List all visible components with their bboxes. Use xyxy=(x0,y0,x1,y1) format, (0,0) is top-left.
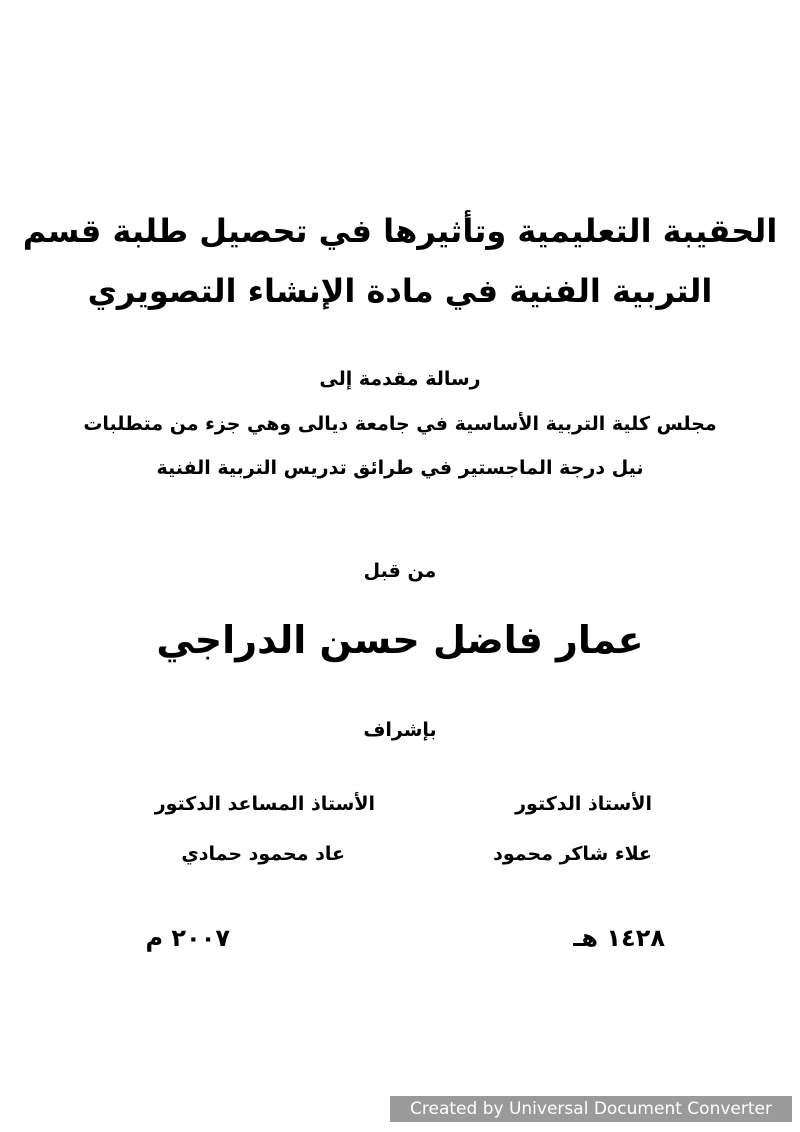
thesis-title-line-1: الحقيبة التعليمية وتأثيرها في تحصيل طلبة قسم xyxy=(22,212,778,250)
supervision-label: بإشراف xyxy=(363,719,437,741)
supervisor-1-title: الأستاذ الدكتور xyxy=(515,793,652,815)
supervisor-2-name: عاد محمود حمادي xyxy=(181,843,345,865)
author-name: عمار فاضل حسن الدراجي xyxy=(156,618,644,662)
supervisor-2-title: الأستاذ المساعد الدكتور xyxy=(154,793,375,815)
converter-watermark: Created by Universal Document Converter xyxy=(390,1096,792,1122)
thesis-title-line-2: التربية الفنية في مادة الإنشاء التصويري xyxy=(87,272,713,310)
hijri-date: ١٤٢٨ هـ xyxy=(573,924,665,952)
by-label: من قبل xyxy=(363,560,437,582)
supervisor-1-name: علاء شاكر محمود xyxy=(493,843,652,865)
gregorian-date: ٢٠٠٧ م xyxy=(145,924,230,952)
submission-line-2: مجلس كلية التربية الأساسية في جامعة ديالى وهي جزء من متطلبات xyxy=(83,413,717,435)
submission-line-1: رسالة مقدمة إلى xyxy=(319,368,481,390)
submission-line-3: نيل درجة الماجستير في طرائق تدريس التربية الفنية xyxy=(156,457,644,479)
